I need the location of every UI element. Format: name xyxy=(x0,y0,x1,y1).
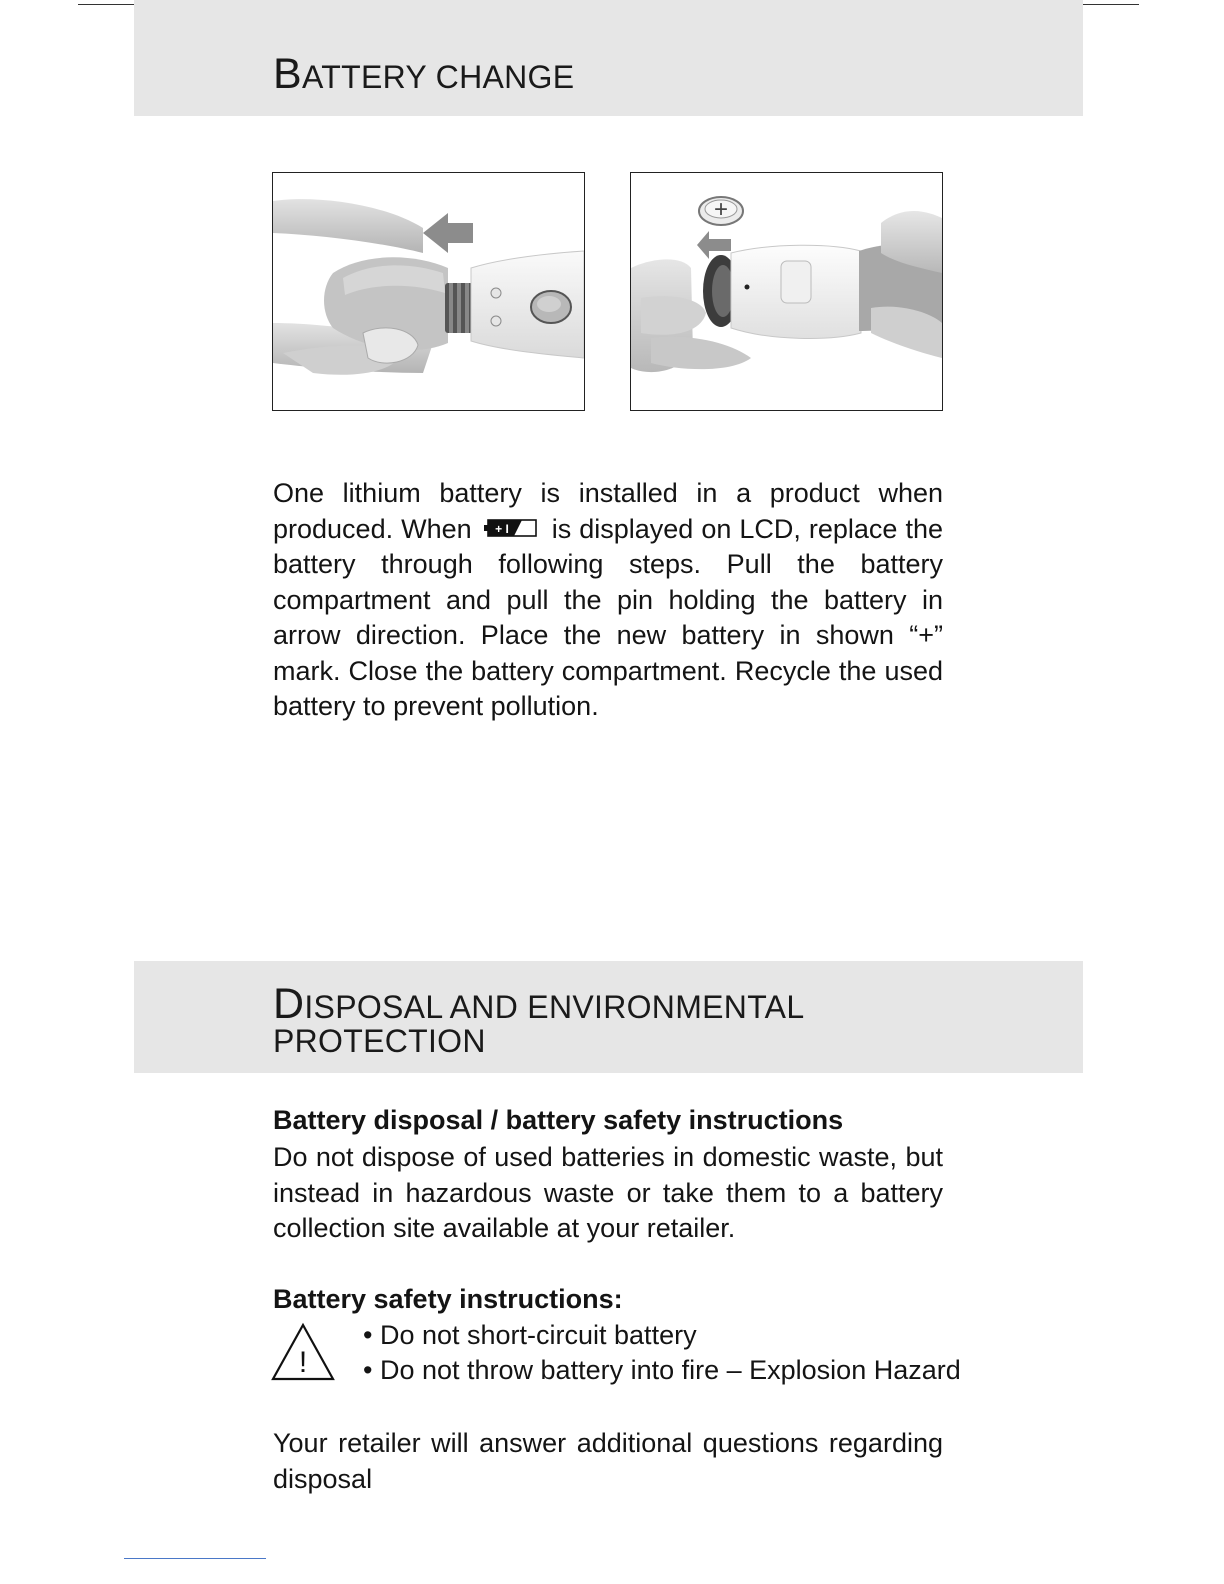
crop-mark-left xyxy=(78,4,134,5)
warning-triangle-icon xyxy=(270,1322,336,1382)
safety-bullet-item: • Do not throw battery into fire – Explosion Hazard xyxy=(363,1355,961,1385)
battery-change-instructions: One lithium battery is installed in a product when produced. When + I is displayed on LCD, replace the battery through following steps. Pull the battery compartment and pull the pin holding the battery in arrow direction. Place the new battery in shown “+” mark. Close the battery compartment. Recycle the used battery to prevent pollution. xyxy=(273,478,943,721)
safety-bullet-list xyxy=(363,1318,961,1388)
low-battery-lcd-icon xyxy=(484,519,538,537)
retailer-closing-text: Your retailer will answer additional questions regarding disposal xyxy=(273,1428,943,1494)
footer-blue-rule xyxy=(124,1558,266,1559)
battery-disposal-text: Do not dispose of used batteries in domestic waste, but instead in hazardous waste or take them to a battery collection site available at your retailer. xyxy=(273,1142,943,1243)
battery-plus-mark: + xyxy=(713,196,729,223)
remove-battery-cover-photo xyxy=(272,172,585,411)
battery-safety-title: Battery safety instructions: xyxy=(273,1284,623,1314)
battery-disposal-subtitle: Battery disposal / battery safety instructions xyxy=(273,1105,844,1135)
safety-bullet-item: • Do not short-circuit battery xyxy=(363,1320,697,1350)
crop-mark-right xyxy=(1083,4,1139,5)
svg-text:!: ! xyxy=(298,1346,308,1379)
battery-change-title: BATTERY CHANGE xyxy=(273,50,575,98)
disposal-title: DISPOSAL AND ENVIRONMENTAL xyxy=(273,980,805,1028)
svg-text:+ I: + I xyxy=(494,522,509,537)
insert-coin-battery-photo xyxy=(630,172,943,411)
disposal-title-line2: PROTECTION xyxy=(273,1023,486,1059)
